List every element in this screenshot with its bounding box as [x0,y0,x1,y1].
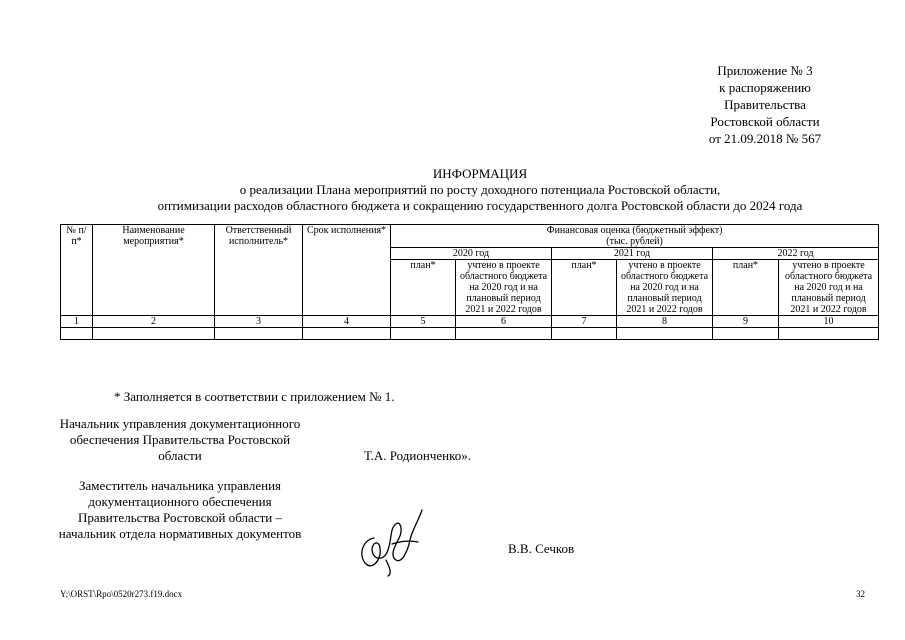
column-number: 3 [215,316,303,328]
column-number-row [61,316,879,328]
table-cell [391,328,456,340]
footer-file-path: Y:\ORST\Rpo\0520r273.f19.docx [60,589,183,599]
appendix-line: от 21.09.2018 № 567 [708,131,822,146]
column-number: 4 [303,316,391,328]
header-plan: план* [713,260,779,316]
column-number: 10 [779,316,879,328]
column-number: 5 [391,316,456,328]
appendix-header [640,62,840,147]
appendix-line: Правительства [724,97,806,112]
table-cell [456,328,552,340]
document-title: ИНФОРМАЦИЯ [432,166,528,181]
table-cell [303,328,391,340]
header-plan: план* [391,260,456,316]
header-plan: план* [552,260,617,316]
header-budget: учтено в проекте областного бюджета на 2020 год и на плановый период 2021 и 2022 годов [617,260,713,316]
header-budget: учтено в проекте областного бюджета на 2020 год и на плановый период 2021 и 2022 годов [779,260,879,316]
footnote: * Заполняется в соответствии с приложением № 1. [114,389,395,404]
header-year: 2022 год [713,248,879,260]
appendix-line: Приложение № 3 [717,63,813,78]
header-responsible: Ответственный исполнитель* [215,225,303,316]
header-year: 2021 год [552,248,713,260]
financial-header-unit: (тыс. рублей) [606,236,663,247]
header-name: Наименование мероприятия* [93,225,215,316]
signer-position: Заместитель начальника управления документационного обеспечения Правительства Ростовской области – начальник отдела нормативных документов [58,478,302,541]
header-budget: учтено в проекте областного бюджета на 2020 год и на плановый период 2021 и 2022 годов [456,260,552,316]
header-term: Срок исполнения* [303,225,391,316]
header-financial [391,225,879,248]
table-cell [552,328,617,340]
column-number: 1 [61,316,93,328]
handwritten-signature [352,500,432,578]
appendix-line: к распоряжению [719,80,811,95]
information-table [60,224,879,340]
column-number: 2 [93,316,215,328]
table-row [61,328,879,340]
document-subtitle-line: оптимизации расходов областного бюджета и сокращению государственного долга Ростовской области до 2024 года [157,198,803,213]
document-title-block [60,166,900,214]
signer-position: Начальник управления документационного обеспечения Правительства Ростовской области [59,416,301,463]
signer-name: В.В. Сечков [508,541,575,556]
appendix-line: Ростовской области [710,114,820,129]
document-subtitle-line: о реализации Плана мероприятий по росту доходного потенциала Ростовской области, [239,182,721,197]
table-cell [215,328,303,340]
table-cell [93,328,215,340]
column-number: 6 [456,316,552,328]
table-cell [61,328,93,340]
table-cell [617,328,713,340]
column-number: 7 [552,316,617,328]
table-cell [713,328,779,340]
financial-header-title: Финансовая оценка (бюджетный эффект) [546,225,723,236]
table-header-row [61,225,879,248]
signer-name: Т.А. Родионченко». [364,448,472,463]
column-number: 9 [713,316,779,328]
header-year: 2020 год [391,248,552,260]
page-number: 32 [856,589,865,599]
header-num: № п/п* [61,225,93,316]
column-number: 8 [617,316,713,328]
table-cell [779,328,879,340]
